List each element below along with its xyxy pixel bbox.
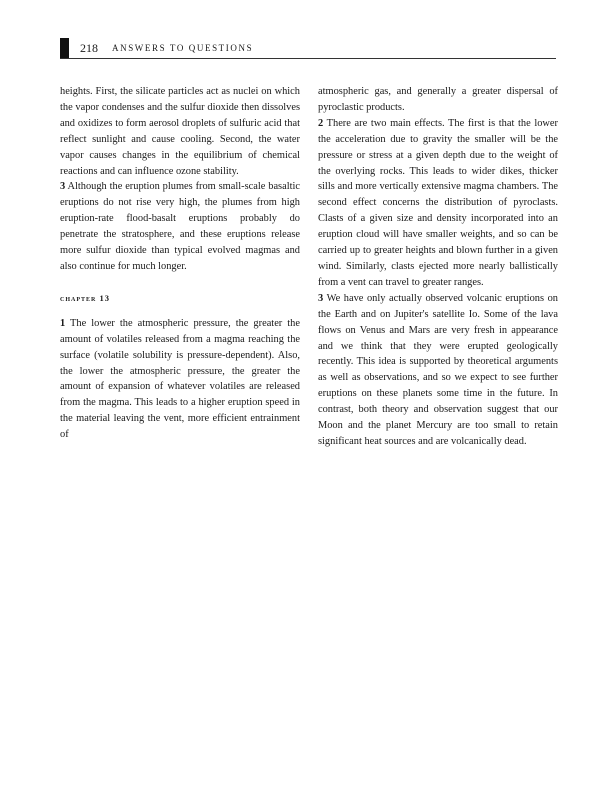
page-number: 218 xyxy=(80,41,98,55)
answer-number: 2 xyxy=(318,117,324,129)
paragraph-continued: heights. First, the silicate particles act as nuclei on which the vapor condenses and the sulfur dioxide then dissolves and oxidizes to form aerosol droplets of sulfuric acid that reflect sunlight and cause cooling. Second, the water vapor causes changes in the equilibrium of chemical reactions and can influence ozone stability. xyxy=(60,86,300,177)
header-marker-bar xyxy=(60,38,69,58)
header-rule xyxy=(60,58,556,59)
answer-number: 3 xyxy=(60,181,66,193)
answer-paragraph: 3 We have only actually observed volcanic eruptions on the Earth and on Jupiter's satellite Io. Some of the lava flows on Venus and Mars are very fresh in appearance and we think that they were erupted geologically recently. This idea is supported by theoretical arguments as well as observations, and so we expect to see further eruptions on these planets some time in the future. In contrast, both theory and observation suggest that our Moon and the planet Mercury are too small to retain significant heat sources and are volcanically dead. xyxy=(318,292,558,447)
paragraph-continued: atmospheric gas, and generally a greater dispersal of pyroclastic products. xyxy=(318,86,558,113)
running-title: ANSWERS TO QUESTIONS xyxy=(112,43,254,53)
answer-paragraph: 2 There are two main effects. The first is that the lower the acceleration due to gravity the smaller will be the pressure or stress at a given depth due to the weight of the overlying rocks. This leads to wider dikes, thicker sills and more vertically extensive magma chambers. The second effect concerns the distribution of pyroclasts. Clasts of a given size and density incorporated into an eruption cloud will have smaller weights, and so can be carried up to greater heights and blown further in a given wind. Similarly, clasts ejected more nearly ballistically from a vent can travel to greater ranges. xyxy=(318,117,558,288)
answer-paragraph: 3 Although the eruption plumes from small-scale basaltic eruptions do not rise very high, the plumes from high eruption-rate flood-basalt eruptions probably do penetrate the stratosphere, and these eruptions release more sulfur dioxide than typical evolved magmas and also continue for much longer. xyxy=(60,181,300,272)
running-header xyxy=(60,38,556,58)
answer-paragraph: 1 The lower the atmospheric pressure, the greater the amount of volatiles released from a magma reaching the surface (volatile solubility is pressure-dependent). Also, the lower the atmospheric pressure, the greater the amount of expansion of whatever volatiles are released from the magma. This leads to a higher eruption speed in the material leaving the vent, more efficient entrainment of xyxy=(60,317,300,441)
answer-number: 1 xyxy=(60,317,66,329)
answer-number: 3 xyxy=(318,292,324,304)
left-column xyxy=(60,84,300,443)
chapter-heading: chapter 13 xyxy=(60,292,110,303)
right-column xyxy=(318,84,558,450)
